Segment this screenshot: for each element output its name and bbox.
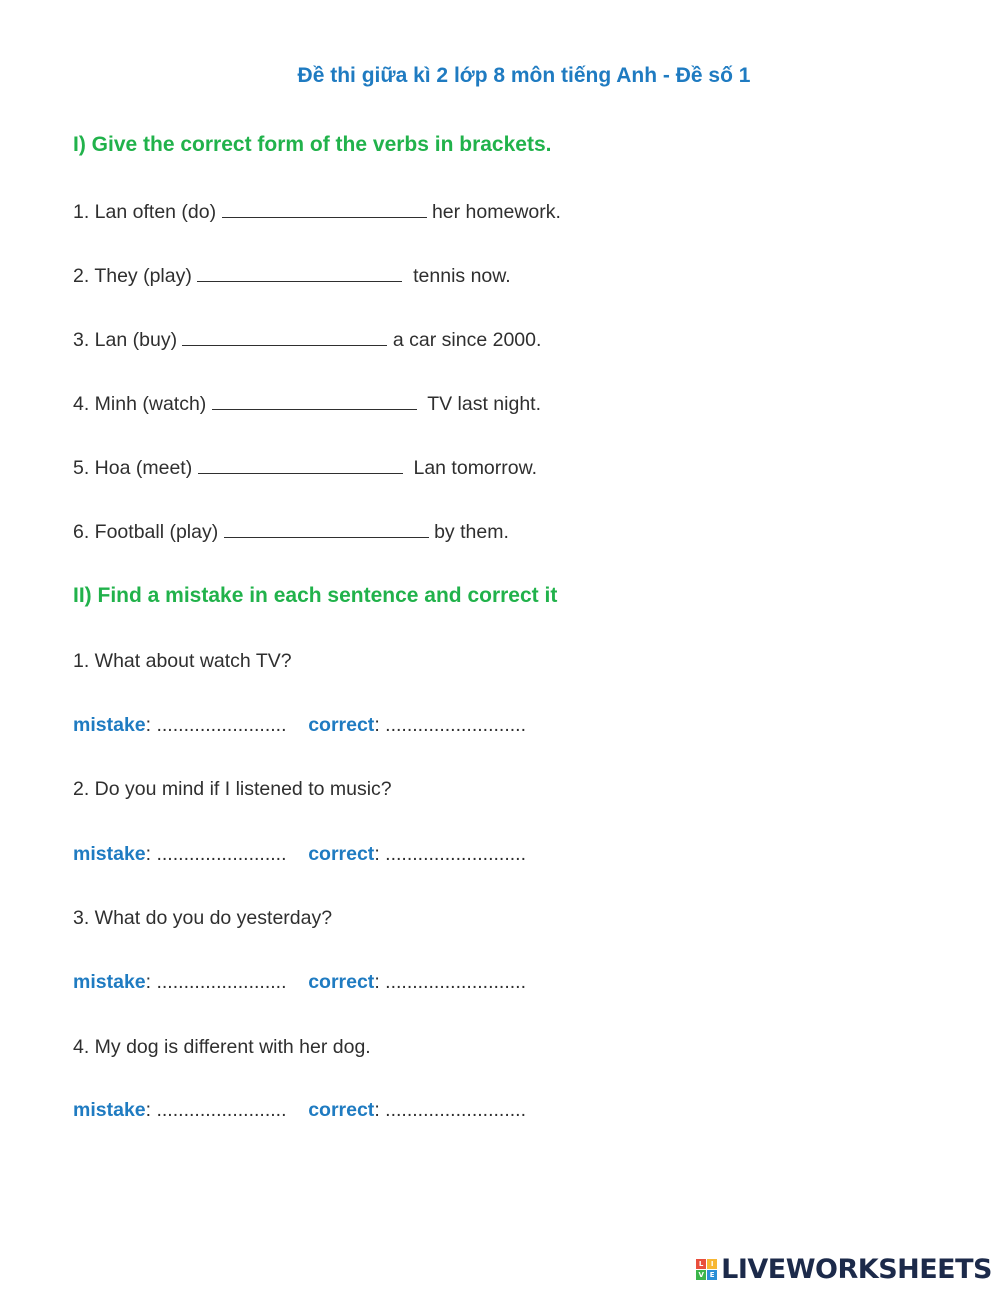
correct-label: correct (308, 843, 375, 865)
correct-answer-field-3[interactable]: : .......................... (374, 971, 527, 993)
mistake-answer-field-3[interactable]: : ........................ (145, 971, 287, 993)
verb-item-5-suffix: Lan tomorrow. (402, 457, 538, 479)
mistake-sentence-4: 4. My dog is different with her dog. (73, 1036, 371, 1058)
page-title: Đề thi giữa kì 2 lớp 8 môn tiếng Anh - Đề số 1 (297, 64, 751, 87)
mistake-label: mistake (73, 714, 146, 736)
verb-item-2-prefix: 2. They (play) (73, 265, 198, 287)
mistake-answer-field-1[interactable]: : ........................ (145, 714, 287, 736)
answer-row-1 (73, 714, 526, 737)
mistake-label: mistake (73, 843, 146, 865)
verb-item-1-blank[interactable] (222, 200, 427, 218)
mistake-answer-field-4[interactable]: : ........................ (145, 1099, 287, 1121)
correct-label: correct (308, 1099, 375, 1121)
verb-item-3 (73, 328, 541, 352)
verb-item-6 (73, 520, 509, 544)
correct-answer-field-2[interactable]: : .......................... (374, 843, 527, 865)
verb-item-4-prefix: 4. Minh (watch) (73, 393, 212, 415)
correct-label: correct (308, 714, 375, 736)
verb-item-3-prefix: 3. Lan (buy) (73, 329, 183, 351)
verb-item-2 (73, 264, 511, 288)
verb-item-2-blank[interactable] (197, 264, 402, 282)
correct-answer-field-4[interactable]: : .......................... (374, 1099, 527, 1121)
section-2-heading: II) Find a mistake in each sentence and correct it (73, 584, 558, 607)
answer-row-3 (73, 971, 526, 994)
logo-text: LIVEWORKSHEETS (721, 1253, 992, 1285)
verb-item-4 (73, 392, 541, 416)
verb-item-4-suffix: TV last night. (416, 393, 542, 415)
verb-item-5 (73, 456, 537, 480)
verb-item-1 (73, 200, 561, 224)
answer-row-2 (73, 843, 526, 866)
verb-item-5-prefix: 5. Hoa (meet) (73, 457, 198, 479)
logo-mark-letter-v: V (696, 1270, 706, 1280)
verb-item-6-suffix: by them. (428, 521, 509, 543)
section-1-heading: I) Give the correct form of the verbs in brackets. (73, 133, 552, 156)
mistake-label: mistake (73, 971, 146, 993)
verb-item-4-blank[interactable] (212, 392, 417, 410)
mistake-label: mistake (73, 1099, 146, 1121)
correct-answer-field-1[interactable]: : .......................... (374, 714, 527, 736)
mistake-sentence-1: 1. What about watch TV? (73, 650, 292, 672)
logo-mark-letter-l: L (696, 1259, 706, 1269)
answer-row-4 (73, 1099, 526, 1122)
mistake-sentence-2: 2. Do you mind if I listened to music? (73, 778, 392, 800)
verb-item-6-blank[interactable] (224, 520, 429, 538)
mistake-sentence-3: 3. What do you do yesterday? (73, 907, 333, 929)
verb-item-6-prefix: 6. Football (play) (73, 521, 224, 543)
logo-mark-letter-i: I (707, 1259, 717, 1269)
verb-item-1-suffix: her homework. (426, 201, 561, 223)
logo-mark-letter-e: E (707, 1270, 717, 1280)
verb-item-2-suffix: tennis now. (402, 265, 511, 287)
verb-item-1-prefix: 1. Lan often (do) (73, 201, 222, 223)
liveworksheets-logo (696, 1254, 992, 1284)
verb-item-5-blank[interactable] (198, 456, 403, 474)
verb-item-3-blank[interactable] (182, 328, 387, 346)
verb-item-3-suffix: a car since 2000. (387, 329, 542, 351)
logo-mark-icon (696, 1259, 717, 1280)
mistake-answer-field-2[interactable]: : ........................ (145, 843, 287, 865)
correct-label: correct (308, 971, 375, 993)
